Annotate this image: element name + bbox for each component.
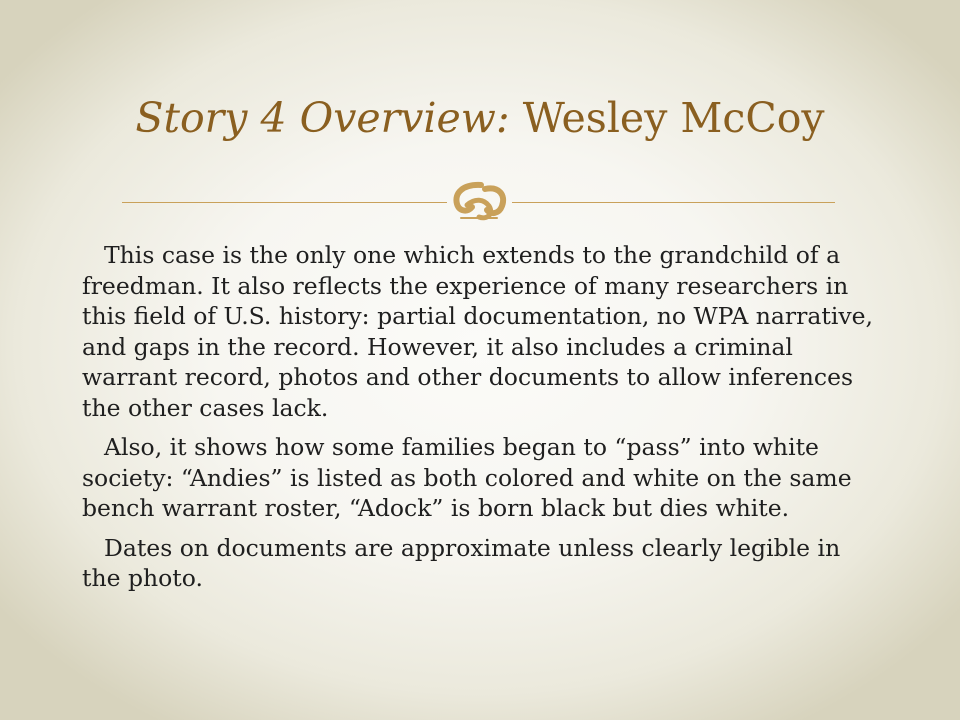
title-divider-left bbox=[122, 202, 447, 203]
slide-title bbox=[0, 92, 960, 144]
title-divider-right bbox=[512, 202, 835, 203]
body-paragraph-2: Also, it shows how some families began to “pass” into white society: “Andies” is listed as both colored and white on the same bench warrant roster, “Adock” is born black but dies white. bbox=[82, 433, 852, 522]
decorative-flourish-icon bbox=[449, 180, 509, 224]
body-paragraph-3: Dates on documents are approximate unless clearly legible in the photo. bbox=[82, 533, 841, 592]
title-name-part: Wesley McCoy bbox=[522, 94, 825, 142]
body-paragraph-1: This case is the only one which extends to the grandchild of a freedman. It also reflects the experience of many researchers in this field of U.S. history: partial documentation, no WPA narrative, and gaps in the record. However, it also includes a criminal warrant record, photos and other documents to allow inferences the other cases lack. bbox=[82, 241, 874, 422]
title-italic-part: Story 4 Overview: bbox=[135, 94, 510, 142]
slide-body bbox=[82, 240, 882, 603]
